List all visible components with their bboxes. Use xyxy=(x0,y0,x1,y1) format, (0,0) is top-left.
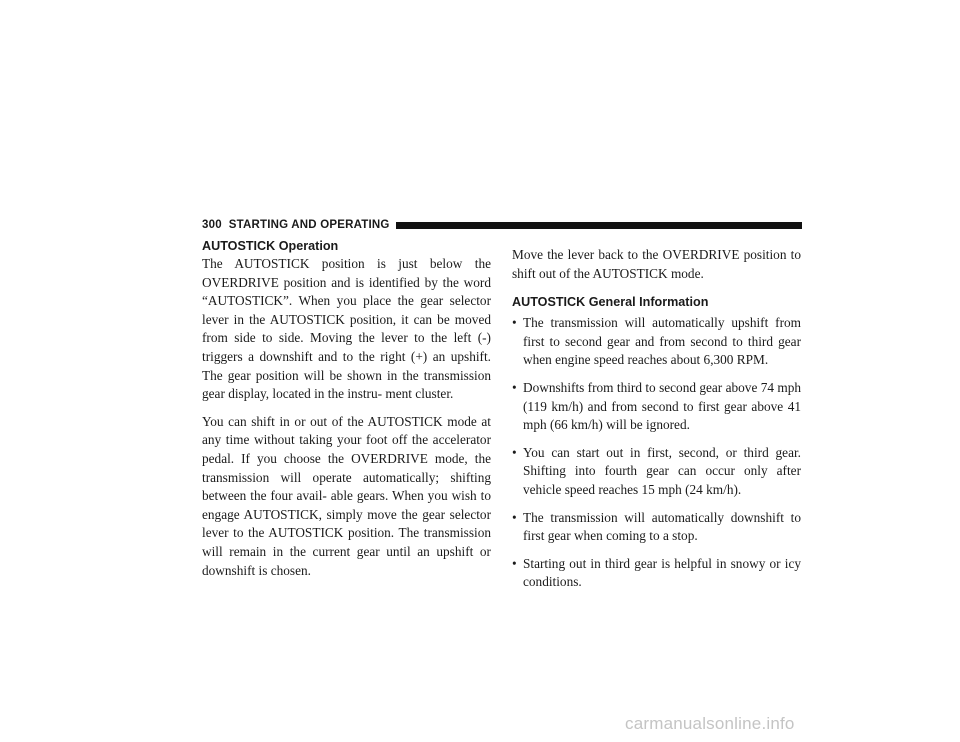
bullet-icon: • xyxy=(512,555,517,571)
list-item-text: Starting out in third gear is helpful in snowy or icy conditions. xyxy=(523,555,801,590)
header-rule xyxy=(396,222,802,229)
bullet-icon: • xyxy=(512,379,517,395)
page-number: 300 xyxy=(202,219,222,231)
list-item-text: The transmission will automatically downshift to first gear when coming to a stop. xyxy=(523,509,801,544)
paragraph: Move the lever back to the OVERDRIVE position to shift out of the AUTOSTICK mode. xyxy=(512,247,801,281)
paragraph: You can shift in or out of the AUTOSTICK mode at any time without taking your foot off the accelerator pedal. If you choose the OVERDRIVE mode, the transmission will operate automatically; shifting between the four avail- able gears. When you wish to engage AUTOSTICK, simply move the gear selector lever to the AUTOSTICK position. The transmission will remain in the current gear until an upshift or downshift is chosen. xyxy=(202,413,491,578)
autostick-operation-heading: AUTOSTICK Operation xyxy=(202,239,339,253)
right-column xyxy=(512,238,801,601)
general-information-heading: AUTOSTICK General Information xyxy=(512,295,709,310)
paragraph: The AUTOSTICK position is just below the OVERDRIVE position and is identified by the word “AUTOSTICK”. When you place the gear selector lever in the AUTOSTICK position, it can be moved from side to side. Moving the lever to the left (-) triggers a downshift and to the right (+) an upshift. The gear position will be shown in the transmission gear display, located in the instru- ment cluster. xyxy=(202,256,491,402)
bullet-list xyxy=(512,314,801,592)
list-item xyxy=(512,379,801,435)
left-column xyxy=(202,238,491,589)
list-item xyxy=(512,314,801,370)
list-item-text: You can start out in first, second, or third gear. Shifting into fourth gear can occur only after vehicle speed reaches 15 mph (24 km/h). xyxy=(523,444,801,497)
bullet-icon: • xyxy=(512,444,517,460)
bullet-icon: • xyxy=(512,509,517,525)
list-item xyxy=(512,555,801,592)
list-item xyxy=(512,509,801,546)
list-item xyxy=(512,444,801,500)
page-header xyxy=(202,218,802,232)
list-item-text: The transmission will automatically upshift from first to second gear and from second to third gear when engine speed reaches about 6,300 RPM. xyxy=(523,315,801,368)
watermark: carmanualsonline.info xyxy=(625,714,795,733)
list-item-text: Downshifts from third to second gear above 74 mph (119 km/h) and from second to first gear above 41 mph (66 km/h) will be ignored. xyxy=(523,379,801,433)
section-title: STARTING AND OPERATING xyxy=(228,219,390,231)
bullet-icon: • xyxy=(512,315,517,331)
